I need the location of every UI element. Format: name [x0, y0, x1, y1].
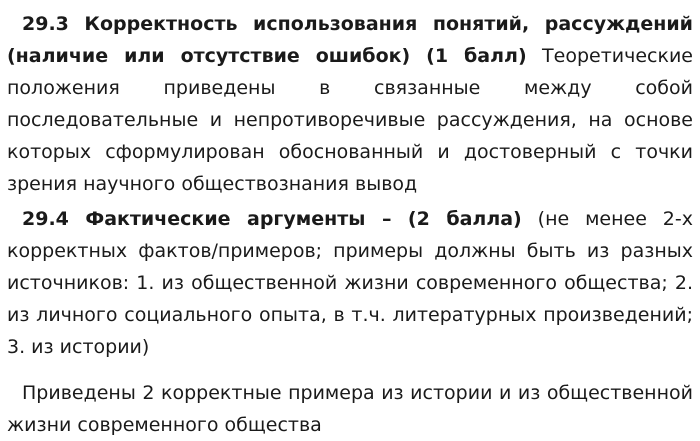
criterion-29-3: [7, 8, 693, 200]
criterion-29-4-text: (не менее 2-х корректных фактов/примеров; примеры должны быть из разных источников: 1. из общественной жизни современного общества; 2. из личного социального опыта, в т.ч. литературных произведений; 3. из истории): [7, 208, 693, 358]
criterion-29-3-heading: 29.3 Корректность использования понятий, рассуждений (наличие или отсутствие ошибок) (1 балл): [7, 13, 693, 67]
answer-paragraph: Приведены 2 корректные примера из истории и из общественной жизни современного общества: [7, 382, 693, 436]
criterion-29-4: [7, 203, 693, 363]
criterion-29-4-heading: 29.4 Фактические аргументы – (2 балла): [22, 208, 522, 230]
criterion-29-3-text: Теоретические положения приведены в связанные между собой последовательные и непротиворечивые рассуждения, на основе которых сформулирован обоснованный и достоверный с точки зрения научного обществознания вывод: [7, 45, 693, 195]
